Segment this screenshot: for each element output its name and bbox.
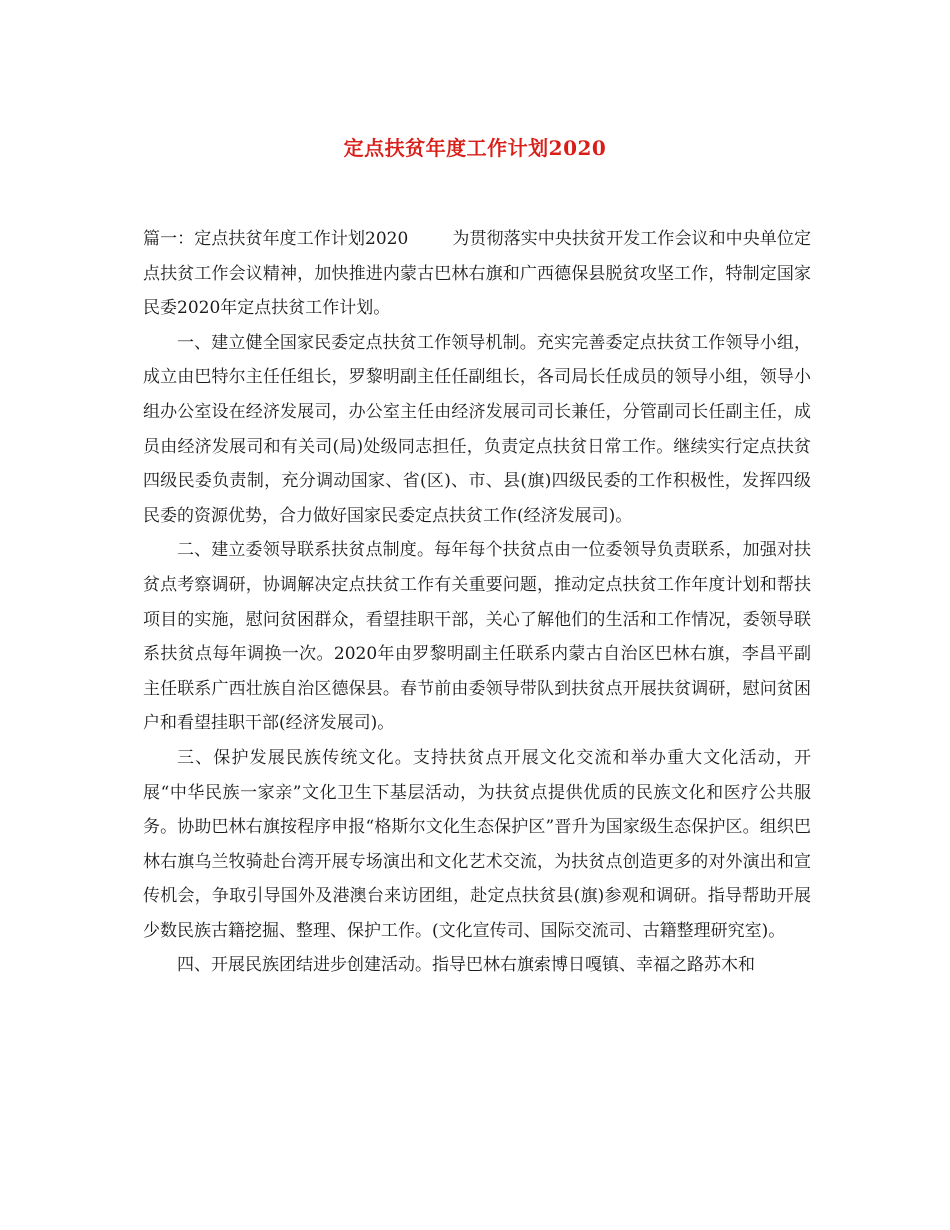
intro-text: 为贯彻落实中央扶贫开发工作会议和中央单位定点扶贫工作会议精神，加快推进内蒙古巴林右旗和广西德保县脱贫攻坚工作，特制定国家民委2020年定点扶贫工作计划。	[143, 229, 812, 319]
intro-heading: 篇一：定点扶贫年度工作计划2020	[143, 229, 409, 249]
paragraph-3: 三、保护发展民族传统文化。支持扶贫点开展文化交流和举办重大文化活动，开展“中华民族一家亲”文化卫生下基层活动，为扶贫点提供优质的民族文化和医疗公共服务。协助巴林右旗按程序申报“格斯尔文化生态保护区”晋升为国家级生态保护区。组织巴林右旗乌兰牧骑赴台湾开展专场演出和文化艺术交流，为扶贫点创造更多的对外演出和宣传机会，争取引导国外及港澳台来访团组，赴定点扶贫县(旗)参观和调研。指导帮助开展少数民族古籍挖掘、整理、保护工作。(文化宣传司、国际交流司、古籍整理研究室)。	[143, 747, 811, 941]
paragraph-4: 四、开展民族团结进步创建活动。指导巴林右旗索博日嘎镇、幸福之路苏木和	[177, 955, 755, 976]
document-title: 定点扶贫年度工作计划2020	[343, 136, 607, 160]
paragraph-2: 二、建立委领导联系扶贫点制度。每年每个扶贫点由一位委领导负责联系，加强对扶贫点考察调研，协调解决定点扶贫工作有关重要问题，推动定点扶贫工作年度计划和帮扶项目的实施，慰问贫困群众，看望挂职干部，关心了解他们的生活和工作情况，委领导联系扶贫点每年调换一次。2020年由罗黎明副主任联系内蒙古自治区巴林右旗，李昌平副主任联系广西壮族自治区德保县。春节前由委领导带队到扶贫点开展扶贫调研，慰问贫困户和看望挂职干部(经济发展司)。	[143, 540, 811, 734]
paragraph-1: 一、建立健全国家民委定点扶贫工作领导机制。充实完善委定点扶贫工作领导小组，成立由巴特尔主任任组长，罗黎明副主任任副组长，各司局长任成员的领导小组，领导小组办公室设在经济发展司，办公室主任由经济发展司司长兼任，分管副司长任副主任，成员由经济发展司和有关司(局)处级同志担任，负责定点扶贫日常工作。继续实行定点扶贫四级民委负责制，充分调动国家、省(区)、市、县(旗)四级民委的工作积极性，发挥四级民委的资源优势，合力做好国家民委定点扶贫工作(经济发展司)。	[143, 332, 811, 526]
intro-paragraph	[143, 222, 811, 326]
document-body	[143, 222, 811, 983]
